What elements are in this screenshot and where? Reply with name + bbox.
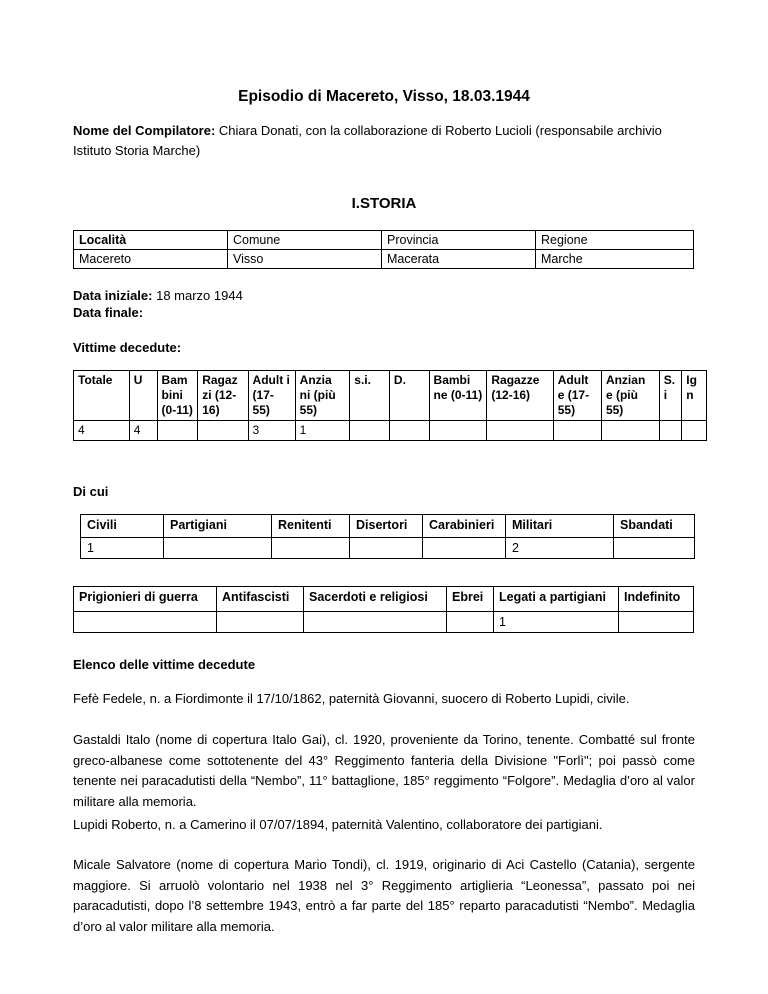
location-header-cell: Regione	[536, 231, 694, 250]
groups-value-cell: 1	[494, 612, 619, 633]
categories-value-cell	[350, 538, 423, 559]
categories-header-cell: Partigiani	[164, 515, 272, 538]
victims-value-cell	[389, 421, 429, 441]
victim-entry: Micale Salvatore (nome di copertura Mario Tondi), cl. 1919, originario di Aci Castello (Catania), sergente maggiore. Si arruolò volontario nel 1938 nel 3° Reggimento artiglieria “Leonessa”, passato poi nei paracadutisti, dopo l’8 settembre 1943, entrò a far parte del 185° reparto paracadutisti “Nembo”. Medaglia d’oro al valor militare alla memoria.	[73, 857, 695, 934]
victims-header-cell: Ig n	[682, 371, 707, 421]
categories-value-cell: 2	[506, 538, 614, 559]
victims-label: Vittime decedute:	[73, 340, 182, 355]
dates-block	[73, 287, 243, 321]
categories-value-cell: 1	[81, 538, 164, 559]
location-value-cell: Macereto	[74, 250, 228, 269]
victims-header-cell: Anzia ni (più 55)	[295, 371, 350, 421]
victims-header-cell: Adult e (17-55)	[553, 371, 601, 421]
categories-header-row	[81, 515, 695, 538]
victims-header-cell: U	[129, 371, 157, 421]
categories-value-cell	[272, 538, 350, 559]
categories-header-cell: Sbandati	[614, 515, 695, 538]
victims-header-cell: S. i	[659, 371, 681, 421]
victims-value-cell: 4	[129, 421, 157, 441]
groups-value-row	[74, 612, 694, 633]
categories-header-cell: Militari	[506, 515, 614, 538]
location-value-cell: Marche	[536, 250, 694, 269]
document-title: Episodio di Macereto, Visso, 18.03.1944	[238, 88, 530, 105]
location-header-cell: Località	[74, 231, 228, 250]
victims-header-cell: s.i.	[350, 371, 390, 421]
victims-value-row	[74, 421, 707, 441]
victims-header-cell: Adult i (17-55)	[248, 371, 295, 421]
location-value-cell: Macerata	[382, 250, 536, 269]
categories-value-cell	[423, 538, 506, 559]
victims-value-cell: 3	[248, 421, 295, 441]
groups-value-cell	[74, 612, 217, 633]
categories-header-cell: Disertori	[350, 515, 423, 538]
location-value-cell: Visso	[228, 250, 382, 269]
victims-value-cell	[659, 421, 681, 441]
victims-value-cell	[553, 421, 601, 441]
groups-value-cell	[217, 612, 304, 633]
start-date-label: Data iniziale:	[73, 288, 153, 303]
categories-header-cell: Civili	[81, 515, 164, 538]
location-header-cell: Comune	[228, 231, 382, 250]
victims-value-cell	[157, 421, 198, 441]
location-header-cell: Provincia	[382, 231, 536, 250]
groups-header-cell: Antifascisti	[217, 587, 304, 612]
victims-value-cell: 4	[74, 421, 130, 441]
victims-header-cell: Bam bini (0-11)	[157, 371, 198, 421]
groups-header-row	[74, 587, 694, 612]
categories-value-cell	[164, 538, 272, 559]
victims-header-cell: Totale	[74, 371, 130, 421]
end-date-label: Data finale:	[73, 305, 144, 320]
groups-header-cell: Legati a partigiani	[494, 587, 619, 612]
location-header-row	[74, 231, 694, 250]
victims-header-row	[74, 371, 707, 421]
victim-entry: Lupidi Roberto, n. a Camerino il 07/07/1894, paternità Valentino, collaboratore dei partigiani.	[73, 817, 603, 832]
victims-value-cell: 1	[295, 421, 350, 441]
victims-header-cell: Bambi ne (0-11)	[429, 371, 487, 421]
victims-value-cell	[429, 421, 487, 441]
groups-value-cell	[304, 612, 447, 633]
groups-header-cell: Ebrei	[447, 587, 494, 612]
victims-header-cell: Ragaz zi (12-16)	[198, 371, 248, 421]
groups-value-cell	[447, 612, 494, 633]
victims-list-label: Elenco delle vittime decedute	[73, 657, 256, 672]
victim-entry: Gastaldi Italo (nome di copertura Italo Gai), cl. 1920, proveniente da Torino, tenente. Combatté sul fronte greco-albanese come sottotenente del 43° Reggimento fanteria della Divisione "Forlì"; poi passò come tenente nei paracadutisti della “Nembo”, 11° battaglione, 185° reggimento “Folgore”. Medaglia d’oro al valor militare alla memoria.	[73, 732, 695, 809]
victims-value-cell	[350, 421, 390, 441]
victims-value-cell	[198, 421, 248, 441]
location-table	[73, 230, 694, 269]
categories-header-cell: Carabinieri	[423, 515, 506, 538]
start-date-value: 18 marzo 1944	[156, 288, 243, 303]
location-value-row	[74, 250, 694, 269]
section-title: I.STORIA	[351, 195, 417, 212]
compiler-value: Chiara Donati, con la collaborazione di Roberto Lucioli (responsabile archivio Istituto Storia Marche)	[73, 123, 662, 158]
categories-value-row	[81, 538, 695, 559]
victims-table	[73, 370, 707, 441]
categories-header-cell: Renitenti	[272, 515, 350, 538]
categories-value-cell	[614, 538, 695, 559]
groups-header-cell: Prigionieri di guerra	[74, 587, 217, 612]
victims-value-cell	[601, 421, 659, 441]
groups-value-cell	[619, 612, 694, 633]
compiler-line	[73, 121, 693, 161]
start-date-line	[73, 287, 243, 304]
victims-header-cell: Ragazze (12-16)	[487, 371, 553, 421]
groups-table	[73, 586, 694, 633]
compiler-label: Nome del Compilatore:	[73, 123, 216, 138]
victims-header-cell: D.	[389, 371, 429, 421]
categories-table	[80, 514, 695, 559]
victims-value-cell	[487, 421, 553, 441]
di-cui-label: Di cui	[73, 484, 109, 499]
end-date-line	[73, 304, 243, 321]
groups-header-cell: Sacerdoti e religiosi	[304, 587, 447, 612]
groups-header-cell: Indefinito	[619, 587, 694, 612]
victims-value-cell	[682, 421, 707, 441]
victims-header-cell: Anzian e (più 55)	[601, 371, 659, 421]
victim-entry: Fefè Fedele, n. a Fiordimonte il 17/10/1862, paternità Giovanni, suocero di Roberto Lupidi, civile.	[73, 691, 630, 706]
